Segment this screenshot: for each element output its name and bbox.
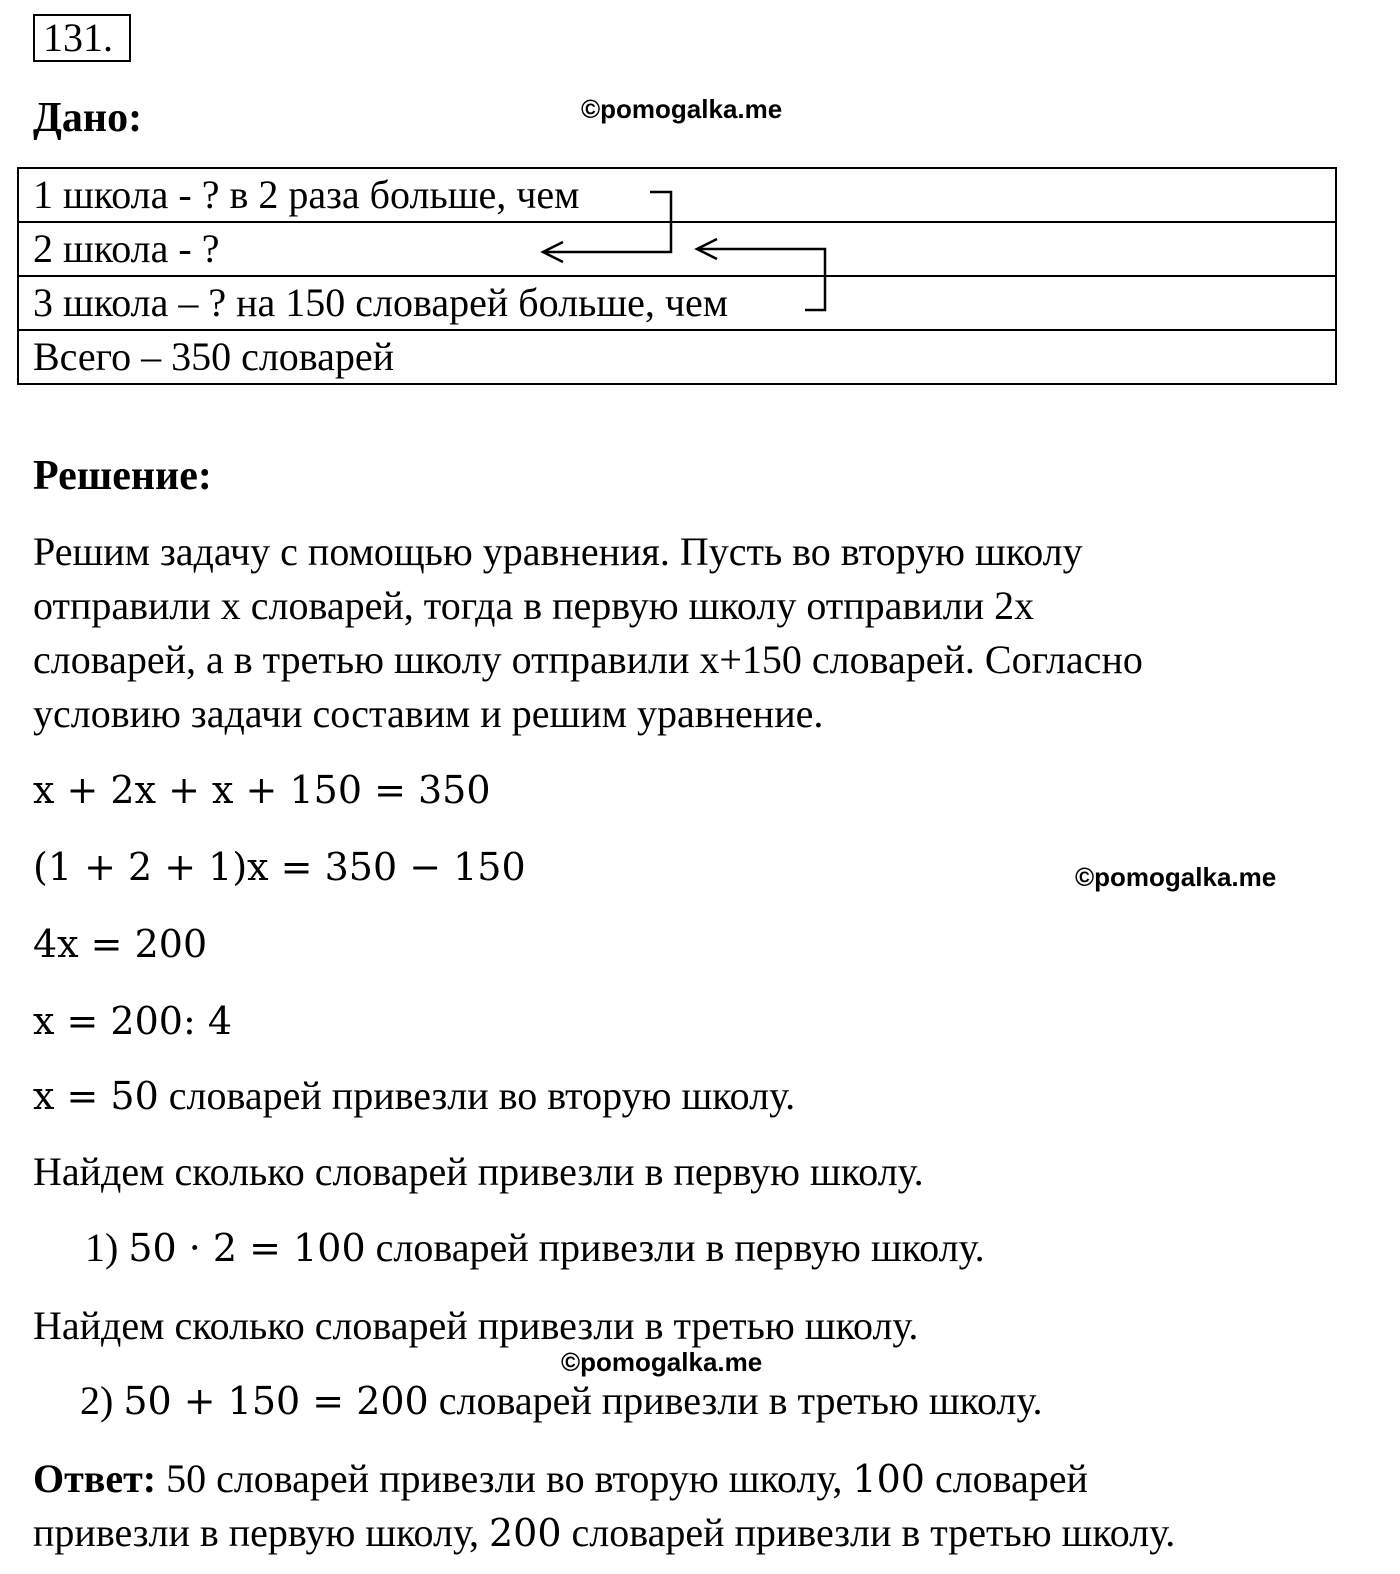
step1-number: 1) [85,1225,129,1270]
step1-line [85,1224,985,1271]
step1-equation: 50 · 2 = 100 [128,1226,366,1270]
answer-line-1 [33,1455,1088,1502]
step2-line [80,1377,1042,1424]
answer-line-2 [33,1509,1175,1556]
relation-arrows-icon [0,0,1400,400]
answer-text: привезли в первую школу, [33,1510,489,1555]
given-cell: Всего – 350 словарей [18,330,1336,384]
result-equation: x = 50 [33,1074,159,1118]
answer-number: 100 [852,1457,925,1501]
answer-text: словарей привезли в третью школу. [561,1510,1176,1555]
given-cell: 1 школа - ? в 2 раза больше, чем [18,168,1336,222]
problem-number: 131. [33,14,131,62]
answer-text: 50 словарей привезли во вторую школу, [156,1456,853,1501]
watermark-bottom: ©pomogalka.me [561,1347,763,1377]
intro-line: отправили х словарей, тогда в первую школу отправили 2х [33,583,1035,628]
result-line [33,1072,795,1119]
equation: x = 200: 4 [33,999,233,1043]
step1-text: словарей привезли в первую школу. [365,1225,985,1270]
given-cell: 2 школа - ? [18,222,1336,276]
given-cell: 3 школа – ? на 150 словарей больше, чем [18,276,1336,330]
answer-text: словарей [924,1456,1088,1501]
equation: 4x = 200 [33,922,208,966]
intro-line: условию задачи составим и решим уравнение. [33,691,824,736]
answer-number: 200 [488,1511,562,1555]
watermark-top: ©pomogalka.me [581,94,783,124]
intro-line: Решим задачу с помощью уравнения. Пусть во вторую школу [33,529,1083,574]
given-heading: Дано: [33,95,143,141]
intro-line: словарей, а в третью школу отправили х+150 словарей. Согласно [33,637,1143,682]
step2-number: 2) [80,1378,124,1423]
step1-intro: Найдем сколько словарей привезли в первую школу. [33,1149,924,1194]
result-text: словарей привезли во вторую школу. [158,1073,796,1118]
step2-intro: Найдем сколько словарей привезли в третью школу. [33,1303,919,1348]
solution-heading: Решение: [33,453,212,499]
step2-text: словарей привезли в третью школу. [428,1378,1043,1423]
watermark-middle: ©pomogalka.me [1075,862,1277,892]
answer-label: Ответ: [33,1456,157,1501]
equation: (1 + 2 + 1)x = 350 − 150 [33,845,526,889]
equation: x + 2x + x + 150 = 350 [33,768,491,812]
step2-equation: 50 + 150 = 200 [123,1379,429,1423]
